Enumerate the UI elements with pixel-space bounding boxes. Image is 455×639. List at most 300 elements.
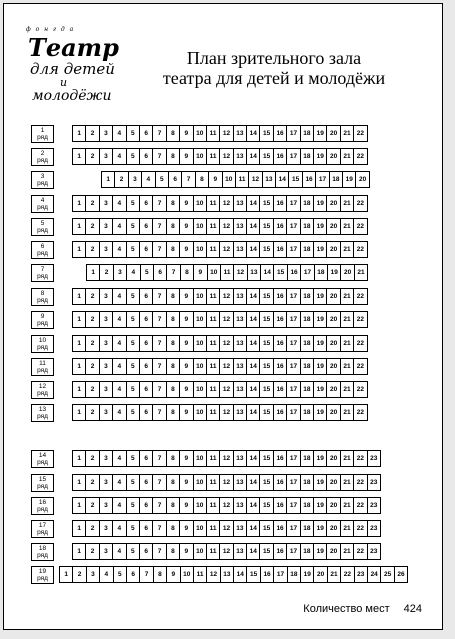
seat[interactable]: 18 (300, 125, 314, 142)
seat[interactable]: 9 (179, 125, 193, 142)
seat[interactable]: 22 (353, 404, 367, 421)
seat[interactable]: 10 (193, 148, 207, 165)
seat[interactable]: 15 (259, 381, 273, 398)
seat[interactable]: 14 (246, 543, 260, 560)
seat[interactable]: 21 (340, 474, 354, 491)
seat[interactable]: 6 (139, 125, 153, 142)
seat[interactable]: 4 (112, 335, 126, 352)
seat[interactable]: 13 (233, 311, 247, 328)
seat[interactable]: 2 (85, 450, 99, 467)
seat[interactable]: 13 (233, 543, 247, 560)
seat[interactable]: 19 (313, 381, 327, 398)
seat[interactable]: 16 (273, 125, 287, 142)
seat[interactable]: 6 (139, 497, 153, 514)
seat[interactable]: 15 (259, 497, 273, 514)
seat[interactable]: 9 (193, 264, 207, 281)
seat[interactable]: 13 (220, 566, 234, 583)
seat[interactable]: 10 (193, 218, 207, 235)
seat[interactable]: 20 (326, 125, 340, 142)
seat[interactable]: 6 (139, 358, 153, 375)
seat[interactable]: 4 (112, 218, 126, 235)
seat[interactable]: 5 (126, 497, 140, 514)
seat[interactable]: 17 (300, 264, 314, 281)
seat[interactable]: 21 (340, 497, 354, 514)
seat[interactable]: 22 (353, 335, 367, 352)
seat[interactable]: 2 (72, 566, 86, 583)
seat[interactable]: 21 (340, 288, 354, 305)
seat[interactable]: 12 (219, 358, 233, 375)
seat[interactable]: 22 (353, 288, 367, 305)
seat[interactable]: 3 (99, 520, 113, 537)
seat[interactable]: 11 (206, 450, 220, 467)
seat[interactable]: 1 (72, 520, 86, 537)
seat[interactable]: 7 (152, 195, 166, 212)
seat[interactable]: 15 (259, 450, 273, 467)
seat[interactable]: 11 (193, 566, 207, 583)
seat[interactable]: 5 (126, 218, 140, 235)
seat[interactable]: 20 (340, 264, 354, 281)
seat[interactable]: 9 (179, 311, 193, 328)
seat[interactable]: 19 (313, 335, 327, 352)
seat[interactable]: 6 (139, 520, 153, 537)
seat[interactable]: 21 (340, 125, 354, 142)
seat[interactable]: 19 (313, 450, 327, 467)
seat[interactable]: 2 (85, 543, 99, 560)
seat[interactable]: 20 (326, 195, 340, 212)
seat[interactable]: 2 (114, 171, 128, 188)
seat[interactable]: 20 (326, 404, 340, 421)
seat[interactable]: 24 (367, 566, 381, 583)
seat[interactable]: 11 (206, 543, 220, 560)
seat[interactable]: 6 (139, 288, 153, 305)
seat[interactable]: 20 (326, 381, 340, 398)
seat[interactable]: 20 (326, 288, 340, 305)
seat[interactable]: 5 (126, 311, 140, 328)
seat[interactable]: 21 (340, 218, 354, 235)
seat[interactable]: 5 (126, 148, 140, 165)
seat[interactable]: 7 (152, 218, 166, 235)
seat[interactable]: 5 (126, 543, 140, 560)
seat[interactable]: 5 (126, 335, 140, 352)
seat[interactable]: 15 (259, 311, 273, 328)
seat[interactable]: 4 (112, 381, 126, 398)
seat[interactable]: 23 (367, 543, 381, 560)
seat[interactable]: 9 (179, 148, 193, 165)
seat[interactable]: 13 (233, 497, 247, 514)
seat[interactable]: 15 (259, 404, 273, 421)
seat[interactable]: 22 (353, 497, 367, 514)
seat[interactable]: 11 (206, 520, 220, 537)
seat[interactable]: 1 (72, 358, 86, 375)
seat[interactable]: 14 (246, 381, 260, 398)
seat[interactable]: 19 (313, 520, 327, 537)
seat[interactable]: 16 (273, 195, 287, 212)
seat[interactable]: 12 (219, 450, 233, 467)
seat[interactable]: 16 (273, 358, 287, 375)
seat[interactable]: 19 (313, 148, 327, 165)
seat[interactable]: 8 (195, 171, 209, 188)
seat[interactable]: 9 (179, 404, 193, 421)
seat[interactable]: 14 (246, 311, 260, 328)
seat[interactable]: 2 (85, 125, 99, 142)
seat[interactable]: 1 (72, 404, 86, 421)
seat[interactable]: 16 (260, 566, 274, 583)
seat[interactable]: 9 (179, 195, 193, 212)
seat[interactable]: 11 (206, 311, 220, 328)
seat[interactable]: 7 (152, 404, 166, 421)
seat[interactable]: 23 (354, 566, 368, 583)
seat[interactable]: 11 (206, 195, 220, 212)
seat[interactable]: 8 (166, 404, 180, 421)
seat[interactable]: 5 (126, 125, 140, 142)
seat[interactable]: 2 (85, 148, 99, 165)
seat[interactable]: 4 (112, 241, 126, 258)
seat[interactable]: 12 (219, 241, 233, 258)
seat[interactable]: 13 (233, 288, 247, 305)
seat[interactable]: 1 (72, 450, 86, 467)
seat[interactable]: 22 (353, 195, 367, 212)
seat[interactable]: 16 (273, 335, 287, 352)
seat[interactable]: 11 (206, 148, 220, 165)
seat[interactable]: 15 (259, 218, 273, 235)
seat[interactable]: 21 (340, 335, 354, 352)
seat[interactable]: 21 (354, 264, 368, 281)
seat[interactable]: 17 (286, 125, 300, 142)
seat[interactable]: 14 (246, 195, 260, 212)
seat[interactable]: 15 (259, 474, 273, 491)
seat[interactable]: 9 (208, 171, 222, 188)
seat[interactable]: 11 (235, 171, 249, 188)
seat[interactable]: 8 (166, 450, 180, 467)
seat[interactable]: 12 (219, 404, 233, 421)
seat[interactable]: 4 (112, 195, 126, 212)
seat[interactable]: 17 (286, 543, 300, 560)
seat[interactable]: 20 (326, 450, 340, 467)
seat[interactable]: 18 (287, 566, 301, 583)
seat[interactable]: 22 (353, 311, 367, 328)
seat[interactable]: 10 (193, 311, 207, 328)
seat[interactable]: 20 (326, 335, 340, 352)
seat[interactable]: 8 (153, 566, 167, 583)
seat[interactable]: 3 (99, 543, 113, 560)
seat[interactable]: 4 (112, 125, 126, 142)
seat[interactable]: 16 (273, 288, 287, 305)
seat[interactable]: 19 (300, 566, 314, 583)
seat[interactable]: 8 (166, 241, 180, 258)
seat[interactable]: 14 (246, 497, 260, 514)
seat[interactable]: 5 (126, 404, 140, 421)
seat[interactable]: 9 (179, 358, 193, 375)
seat[interactable]: 13 (233, 520, 247, 537)
seat[interactable]: 15 (259, 148, 273, 165)
seat[interactable]: 1 (72, 218, 86, 235)
seat[interactable]: 14 (246, 404, 260, 421)
seat[interactable]: 22 (353, 474, 367, 491)
seat[interactable]: 15 (288, 171, 302, 188)
seat[interactable]: 19 (313, 497, 327, 514)
seat[interactable]: 23 (367, 497, 381, 514)
seat[interactable]: 19 (313, 125, 327, 142)
seat[interactable]: 13 (233, 474, 247, 491)
seat[interactable]: 3 (99, 241, 113, 258)
seat[interactable]: 4 (141, 171, 155, 188)
seat[interactable]: 18 (314, 264, 328, 281)
seat[interactable]: 11 (206, 288, 220, 305)
seat[interactable]: 2 (85, 358, 99, 375)
seat[interactable]: 22 (353, 148, 367, 165)
seat[interactable]: 5 (140, 264, 154, 281)
seat[interactable]: 2 (99, 264, 113, 281)
seat[interactable]: 3 (99, 288, 113, 305)
seat[interactable]: 10 (193, 381, 207, 398)
seat[interactable]: 14 (246, 241, 260, 258)
seat[interactable]: 4 (112, 474, 126, 491)
seat[interactable]: 9 (179, 241, 193, 258)
seat[interactable]: 7 (139, 566, 153, 583)
seat[interactable]: 16 (273, 381, 287, 398)
seat[interactable]: 10 (193, 195, 207, 212)
seat[interactable]: 14 (246, 358, 260, 375)
seat[interactable]: 16 (273, 311, 287, 328)
seat[interactable]: 15 (259, 520, 273, 537)
seat[interactable]: 18 (300, 497, 314, 514)
seat[interactable]: 1 (72, 497, 86, 514)
seat[interactable]: 4 (126, 264, 140, 281)
seat[interactable]: 7 (152, 474, 166, 491)
seat[interactable]: 6 (126, 566, 140, 583)
seat[interactable]: 17 (286, 335, 300, 352)
seat[interactable]: 12 (233, 264, 247, 281)
seat[interactable]: 2 (85, 335, 99, 352)
seat[interactable]: 6 (139, 218, 153, 235)
seat[interactable]: 6 (139, 450, 153, 467)
seat[interactable]: 8 (166, 520, 180, 537)
seat[interactable]: 19 (313, 474, 327, 491)
seat[interactable]: 7 (152, 241, 166, 258)
seat[interactable]: 5 (126, 195, 140, 212)
seat[interactable]: 5 (126, 288, 140, 305)
seat[interactable]: 20 (326, 474, 340, 491)
seat[interactable]: 20 (355, 171, 369, 188)
seat[interactable]: 15 (259, 241, 273, 258)
seat[interactable]: 11 (206, 218, 220, 235)
seat[interactable]: 4 (112, 358, 126, 375)
seat[interactable]: 17 (286, 381, 300, 398)
seat[interactable]: 9 (179, 497, 193, 514)
seat[interactable]: 2 (85, 218, 99, 235)
seat[interactable]: 18 (300, 195, 314, 212)
seat[interactable]: 17 (286, 450, 300, 467)
seat[interactable]: 16 (273, 497, 287, 514)
seat[interactable]: 10 (193, 543, 207, 560)
seat[interactable]: 2 (85, 520, 99, 537)
seat[interactable]: 20 (326, 241, 340, 258)
seat[interactable]: 2 (85, 288, 99, 305)
seat[interactable]: 13 (233, 218, 247, 235)
seat[interactable]: 17 (286, 474, 300, 491)
seat[interactable]: 21 (340, 241, 354, 258)
seat[interactable]: 9 (179, 450, 193, 467)
seat[interactable]: 12 (219, 381, 233, 398)
seat[interactable]: 14 (246, 335, 260, 352)
seat[interactable]: 12 (219, 497, 233, 514)
seat[interactable]: 3 (99, 148, 113, 165)
seat[interactable]: 15 (273, 264, 287, 281)
seat[interactable]: 1 (72, 241, 86, 258)
seat[interactable]: 13 (233, 241, 247, 258)
seat[interactable]: 10 (207, 264, 221, 281)
seat[interactable]: 9 (179, 335, 193, 352)
seat[interactable]: 8 (166, 148, 180, 165)
seat[interactable]: 9 (166, 566, 180, 583)
seat[interactable]: 9 (179, 543, 193, 560)
seat[interactable]: 3 (86, 566, 100, 583)
seat[interactable]: 9 (179, 381, 193, 398)
seat[interactable]: 22 (353, 241, 367, 258)
seat[interactable]: 21 (340, 450, 354, 467)
seat[interactable]: 2 (85, 195, 99, 212)
seat[interactable]: 4 (99, 566, 113, 583)
seat[interactable]: 10 (193, 288, 207, 305)
seat[interactable]: 2 (85, 241, 99, 258)
seat[interactable]: 10 (193, 404, 207, 421)
seat[interactable]: 4 (112, 288, 126, 305)
seat[interactable]: 17 (286, 148, 300, 165)
seat[interactable]: 19 (313, 404, 327, 421)
seat[interactable]: 7 (152, 450, 166, 467)
seat[interactable]: 21 (340, 543, 354, 560)
seat[interactable]: 4 (112, 450, 126, 467)
seat[interactable]: 11 (206, 335, 220, 352)
seat[interactable]: 10 (193, 125, 207, 142)
seat[interactable]: 19 (313, 543, 327, 560)
seat[interactable]: 12 (219, 311, 233, 328)
seat[interactable]: 9 (179, 218, 193, 235)
seat[interactable]: 18 (300, 474, 314, 491)
seat[interactable]: 21 (340, 195, 354, 212)
seat[interactable]: 14 (260, 264, 274, 281)
seat[interactable]: 3 (99, 450, 113, 467)
seat[interactable]: 3 (99, 311, 113, 328)
seat[interactable]: 10 (180, 566, 194, 583)
seat[interactable]: 17 (286, 311, 300, 328)
seat[interactable]: 16 (273, 148, 287, 165)
seat[interactable]: 18 (300, 520, 314, 537)
seat[interactable]: 15 (259, 288, 273, 305)
seat[interactable]: 21 (340, 520, 354, 537)
seat[interactable]: 16 (273, 474, 287, 491)
seat[interactable]: 19 (313, 288, 327, 305)
seat[interactable]: 12 (219, 474, 233, 491)
seat[interactable]: 2 (85, 311, 99, 328)
seat[interactable]: 23 (367, 450, 381, 467)
seat[interactable]: 12 (219, 288, 233, 305)
seat[interactable]: 11 (206, 497, 220, 514)
seat[interactable]: 5 (126, 381, 140, 398)
seat[interactable]: 15 (259, 125, 273, 142)
seat[interactable]: 11 (206, 474, 220, 491)
seat[interactable]: 18 (300, 218, 314, 235)
seat[interactable]: 1 (72, 125, 86, 142)
seat[interactable]: 13 (233, 404, 247, 421)
seat[interactable]: 18 (300, 335, 314, 352)
seat[interactable]: 5 (126, 241, 140, 258)
seat[interactable]: 9 (179, 288, 193, 305)
seat[interactable]: 7 (152, 543, 166, 560)
seat[interactable]: 1 (72, 543, 86, 560)
seat[interactable]: 1 (72, 474, 86, 491)
seat[interactable]: 14 (246, 474, 260, 491)
seat[interactable]: 9 (179, 520, 193, 537)
seat[interactable]: 18 (300, 311, 314, 328)
seat[interactable]: 2 (85, 474, 99, 491)
seat[interactable]: 14 (275, 171, 289, 188)
seat[interactable]: 4 (112, 497, 126, 514)
seat[interactable]: 6 (139, 404, 153, 421)
seat[interactable]: 16 (273, 543, 287, 560)
seat[interactable]: 13 (233, 358, 247, 375)
seat[interactable]: 8 (166, 335, 180, 352)
seat[interactable]: 7 (152, 497, 166, 514)
seat[interactable]: 16 (273, 404, 287, 421)
seat[interactable]: 15 (259, 335, 273, 352)
seat[interactable]: 4 (112, 520, 126, 537)
seat[interactable]: 22 (353, 358, 367, 375)
seat[interactable]: 8 (166, 218, 180, 235)
seat[interactable]: 3 (99, 404, 113, 421)
seat[interactable]: 4 (112, 404, 126, 421)
seat[interactable]: 5 (126, 474, 140, 491)
seat[interactable]: 18 (300, 450, 314, 467)
seat[interactable]: 11 (206, 125, 220, 142)
seat[interactable]: 4 (112, 148, 126, 165)
seat[interactable]: 8 (166, 311, 180, 328)
seat[interactable]: 8 (166, 288, 180, 305)
seat[interactable]: 22 (353, 543, 367, 560)
seat[interactable]: 15 (259, 358, 273, 375)
seat[interactable]: 12 (219, 195, 233, 212)
seat[interactable]: 10 (193, 497, 207, 514)
seat[interactable]: 10 (193, 450, 207, 467)
seat[interactable]: 1 (86, 264, 100, 281)
seat[interactable]: 17 (273, 566, 287, 583)
seat[interactable]: 12 (206, 566, 220, 583)
seat[interactable]: 7 (152, 358, 166, 375)
seat[interactable]: 4 (112, 543, 126, 560)
seat[interactable]: 21 (340, 404, 354, 421)
seat[interactable]: 1 (101, 171, 115, 188)
seat[interactable]: 20 (326, 311, 340, 328)
seat[interactable]: 3 (99, 358, 113, 375)
seat[interactable]: 22 (340, 566, 354, 583)
seat[interactable]: 5 (113, 566, 127, 583)
seat[interactable]: 7 (152, 520, 166, 537)
seat[interactable]: 6 (153, 264, 167, 281)
seat[interactable]: 14 (246, 450, 260, 467)
seat[interactable]: 6 (139, 335, 153, 352)
seat[interactable]: 14 (246, 520, 260, 537)
seat[interactable]: 13 (233, 148, 247, 165)
seat[interactable]: 11 (220, 264, 234, 281)
seat[interactable]: 10 (222, 171, 236, 188)
seat[interactable]: 8 (166, 381, 180, 398)
seat[interactable]: 16 (273, 520, 287, 537)
seat[interactable]: 14 (246, 288, 260, 305)
seat[interactable]: 17 (286, 241, 300, 258)
seat[interactable]: 8 (166, 474, 180, 491)
seat[interactable]: 12 (219, 218, 233, 235)
seat[interactable]: 12 (219, 148, 233, 165)
